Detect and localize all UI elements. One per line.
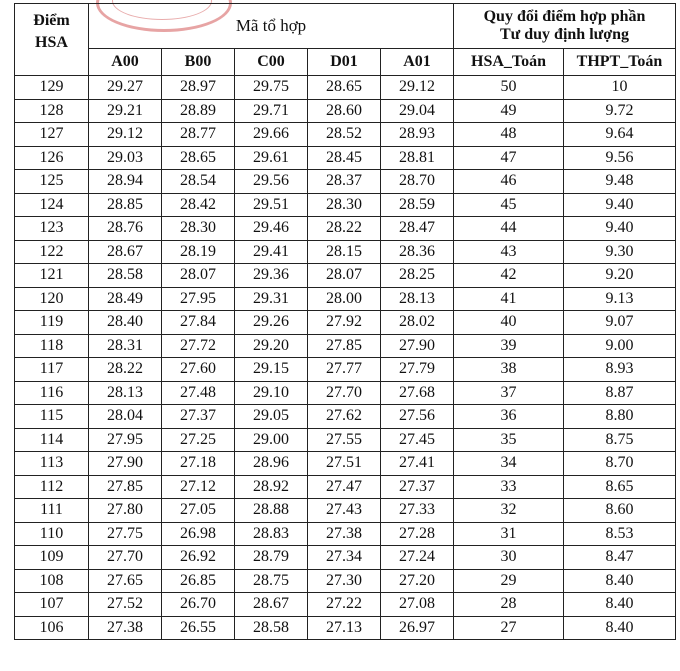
cell-d01: 27.51 [308, 452, 381, 476]
table-row [15, 546, 676, 570]
cell-diem-hsa: 125 [15, 170, 89, 194]
cell-d01: 28.52 [308, 123, 381, 147]
cell-a01: 27.90 [381, 334, 454, 358]
cell-a01: 28.81 [381, 146, 454, 170]
cell-b00: 26.98 [162, 522, 235, 546]
cell-c00: 28.58 [235, 616, 308, 640]
cell-d01: 28.45 [308, 146, 381, 170]
cell-thpt-toan: 8.65 [564, 475, 676, 499]
cell-thpt-toan: 8.40 [564, 593, 676, 617]
cell-c00: 28.67 [235, 593, 308, 617]
cell-b00: 27.25 [162, 428, 235, 452]
cell-hsa-toan: 46 [454, 170, 564, 194]
header-thpt-toan: THPT_Toán [564, 49, 676, 76]
cell-c00: 29.75 [235, 76, 308, 100]
header-ma-to-hop: Mã tổ hợp [89, 4, 454, 49]
cell-c00: 28.96 [235, 452, 308, 476]
cell-thpt-toan: 9.64 [564, 123, 676, 147]
cell-a01: 27.79 [381, 358, 454, 382]
cell-hsa-toan: 29 [454, 569, 564, 593]
cell-a00: 28.13 [89, 381, 162, 405]
cell-d01: 28.37 [308, 170, 381, 194]
cell-d01: 28.65 [308, 76, 381, 100]
cell-a00: 29.12 [89, 123, 162, 147]
cell-c00: 29.56 [235, 170, 308, 194]
table-row [15, 193, 676, 217]
table-row [15, 240, 676, 264]
cell-a00: 28.58 [89, 264, 162, 288]
table-row [15, 593, 676, 617]
header-quy-doi [454, 4, 676, 49]
cell-hsa-toan: 42 [454, 264, 564, 288]
header-diem-hsa-label: Điểm HSA [33, 12, 70, 51]
cell-a01: 27.28 [381, 522, 454, 546]
cell-a00: 29.21 [89, 99, 162, 123]
cell-a01: 28.13 [381, 287, 454, 311]
table-row [15, 170, 676, 194]
cell-hsa-toan: 34 [454, 452, 564, 476]
cell-a00: 28.76 [89, 217, 162, 241]
cell-b00: 26.55 [162, 616, 235, 640]
cell-c00: 28.79 [235, 546, 308, 570]
cell-diem-hsa: 118 [15, 334, 89, 358]
cell-a01: 27.33 [381, 499, 454, 523]
cell-b00: 27.84 [162, 311, 235, 335]
cell-b00: 27.12 [162, 475, 235, 499]
cell-diem-hsa: 116 [15, 381, 89, 405]
cell-d01: 27.34 [308, 546, 381, 570]
cell-diem-hsa: 110 [15, 522, 89, 546]
header-diem-hsa [15, 4, 89, 76]
cell-hsa-toan: 49 [454, 99, 564, 123]
cell-thpt-toan: 10 [564, 76, 676, 100]
cell-a00: 27.80 [89, 499, 162, 523]
cell-c00: 29.15 [235, 358, 308, 382]
cell-d01: 27.30 [308, 569, 381, 593]
table-row [15, 264, 676, 288]
cell-diem-hsa: 113 [15, 452, 89, 476]
cell-b00: 27.48 [162, 381, 235, 405]
cell-thpt-toan: 8.70 [564, 452, 676, 476]
cell-thpt-toan: 8.53 [564, 522, 676, 546]
cell-d01: 27.47 [308, 475, 381, 499]
cell-a00: 27.75 [89, 522, 162, 546]
cell-c00: 29.61 [235, 146, 308, 170]
cell-a01: 29.12 [381, 76, 454, 100]
cell-hsa-toan: 27 [454, 616, 564, 640]
cell-a00: 27.70 [89, 546, 162, 570]
cell-a00: 27.65 [89, 569, 162, 593]
cell-c00: 29.10 [235, 381, 308, 405]
cell-hsa-toan: 36 [454, 405, 564, 429]
cell-thpt-toan: 8.40 [564, 569, 676, 593]
cell-thpt-toan: 8.75 [564, 428, 676, 452]
header-combo-a00: A00 [89, 49, 162, 76]
cell-a00: 28.04 [89, 405, 162, 429]
cell-b00: 28.54 [162, 170, 235, 194]
header-combo-a01: A01 [381, 49, 454, 76]
table-row [15, 452, 676, 476]
cell-c00: 29.46 [235, 217, 308, 241]
cell-a00: 27.52 [89, 593, 162, 617]
cell-diem-hsa: 115 [15, 405, 89, 429]
cell-diem-hsa: 127 [15, 123, 89, 147]
cell-d01: 28.15 [308, 240, 381, 264]
cell-c00: 29.05 [235, 405, 308, 429]
cell-diem-hsa: 128 [15, 99, 89, 123]
table-row [15, 569, 676, 593]
cell-thpt-toan: 9.00 [564, 334, 676, 358]
cell-hsa-toan: 32 [454, 499, 564, 523]
cell-c00: 29.71 [235, 99, 308, 123]
cell-thpt-toan: 8.80 [564, 405, 676, 429]
cell-diem-hsa: 129 [15, 76, 89, 100]
cell-c00: 29.20 [235, 334, 308, 358]
cell-a01: 27.45 [381, 428, 454, 452]
cell-a01: 26.97 [381, 616, 454, 640]
cell-a01: 28.70 [381, 170, 454, 194]
cell-hsa-toan: 28 [454, 593, 564, 617]
cell-a00: 28.31 [89, 334, 162, 358]
cell-a01: 27.37 [381, 475, 454, 499]
cell-thpt-toan: 9.56 [564, 146, 676, 170]
cell-c00: 28.88 [235, 499, 308, 523]
cell-diem-hsa: 121 [15, 264, 89, 288]
cell-a01: 28.36 [381, 240, 454, 264]
cell-thpt-toan: 8.47 [564, 546, 676, 570]
cell-a01: 29.04 [381, 99, 454, 123]
cell-d01: 28.07 [308, 264, 381, 288]
cell-d01: 27.70 [308, 381, 381, 405]
table-row [15, 334, 676, 358]
cell-d01: 27.92 [308, 311, 381, 335]
cell-c00: 28.92 [235, 475, 308, 499]
cell-a01: 28.47 [381, 217, 454, 241]
table-body [15, 76, 676, 640]
cell-b00: 27.37 [162, 405, 235, 429]
table-row [15, 381, 676, 405]
table-row [15, 76, 676, 100]
cell-diem-hsa: 122 [15, 240, 89, 264]
cell-thpt-toan: 8.87 [564, 381, 676, 405]
header-combo-d01: D01 [308, 49, 381, 76]
cell-a00: 27.38 [89, 616, 162, 640]
cell-a00: 28.67 [89, 240, 162, 264]
cell-diem-hsa: 107 [15, 593, 89, 617]
table-row [15, 522, 676, 546]
cell-b00: 28.77 [162, 123, 235, 147]
cell-b00: 26.70 [162, 593, 235, 617]
cell-d01: 27.13 [308, 616, 381, 640]
table-row [15, 287, 676, 311]
table-row [15, 311, 676, 335]
table-row [15, 616, 676, 640]
cell-thpt-toan: 9.40 [564, 217, 676, 241]
cell-thpt-toan: 8.60 [564, 499, 676, 523]
cell-hsa-toan: 41 [454, 287, 564, 311]
header-hsa-toan: HSA_Toán [454, 49, 564, 76]
cell-b00: 27.18 [162, 452, 235, 476]
cell-thpt-toan: 9.72 [564, 99, 676, 123]
cell-thpt-toan: 9.13 [564, 287, 676, 311]
cell-a01: 27.68 [381, 381, 454, 405]
cell-c00: 29.00 [235, 428, 308, 452]
cell-d01: 28.60 [308, 99, 381, 123]
table-row [15, 405, 676, 429]
cell-a00: 28.49 [89, 287, 162, 311]
table-row [15, 358, 676, 382]
cell-a00: 29.03 [89, 146, 162, 170]
table-row [15, 217, 676, 241]
cell-hsa-toan: 50 [454, 76, 564, 100]
table-row [15, 123, 676, 147]
cell-diem-hsa: 111 [15, 499, 89, 523]
cell-diem-hsa: 114 [15, 428, 89, 452]
cell-thpt-toan: 9.40 [564, 193, 676, 217]
cell-b00: 27.95 [162, 287, 235, 311]
cell-b00: 27.60 [162, 358, 235, 382]
table-row [15, 475, 676, 499]
cell-a01: 28.93 [381, 123, 454, 147]
cell-diem-hsa: 112 [15, 475, 89, 499]
cell-a00: 28.94 [89, 170, 162, 194]
cell-b00: 28.42 [162, 193, 235, 217]
cell-c00: 29.31 [235, 287, 308, 311]
cell-c00: 28.75 [235, 569, 308, 593]
cell-diem-hsa: 124 [15, 193, 89, 217]
cell-a01: 27.41 [381, 452, 454, 476]
cell-a00: 27.95 [89, 428, 162, 452]
cell-diem-hsa: 106 [15, 616, 89, 640]
cell-c00: 29.51 [235, 193, 308, 217]
cell-hsa-toan: 30 [454, 546, 564, 570]
cell-c00: 28.83 [235, 522, 308, 546]
cell-d01: 27.22 [308, 593, 381, 617]
cell-d01: 28.00 [308, 287, 381, 311]
cell-a00: 27.85 [89, 475, 162, 499]
cell-d01: 27.62 [308, 405, 381, 429]
cell-d01: 27.77 [308, 358, 381, 382]
cell-c00: 29.41 [235, 240, 308, 264]
cell-b00: 28.65 [162, 146, 235, 170]
cell-d01: 28.22 [308, 217, 381, 241]
cell-thpt-toan: 9.20 [564, 264, 676, 288]
cell-hsa-toan: 40 [454, 311, 564, 335]
table-row [15, 146, 676, 170]
header-combo-b00: B00 [162, 49, 235, 76]
cell-b00: 27.72 [162, 334, 235, 358]
cell-hsa-toan: 48 [454, 123, 564, 147]
cell-hsa-toan: 43 [454, 240, 564, 264]
cell-d01: 27.43 [308, 499, 381, 523]
cell-b00: 28.07 [162, 264, 235, 288]
header-quy-doi-line1: Quy đổi điểm hợp phần [483, 8, 646, 25]
header-quy-doi-line2: Tư duy định lượng [499, 26, 629, 43]
cell-diem-hsa: 108 [15, 569, 89, 593]
cell-a01: 27.56 [381, 405, 454, 429]
cell-diem-hsa: 119 [15, 311, 89, 335]
cell-a01: 27.24 [381, 546, 454, 570]
cell-thpt-toan: 9.30 [564, 240, 676, 264]
cell-a00: 27.90 [89, 452, 162, 476]
cell-diem-hsa: 109 [15, 546, 89, 570]
cell-a01: 28.59 [381, 193, 454, 217]
cell-hsa-toan: 33 [454, 475, 564, 499]
cell-thpt-toan: 8.93 [564, 358, 676, 382]
cell-a00: 28.22 [89, 358, 162, 382]
cell-b00: 28.97 [162, 76, 235, 100]
score-conversion-table [14, 3, 676, 640]
cell-thpt-toan: 9.07 [564, 311, 676, 335]
cell-a01: 28.25 [381, 264, 454, 288]
cell-hsa-toan: 35 [454, 428, 564, 452]
cell-b00: 28.30 [162, 217, 235, 241]
cell-a00: 29.27 [89, 76, 162, 100]
cell-c00: 29.66 [235, 123, 308, 147]
cell-b00: 26.92 [162, 546, 235, 570]
cell-hsa-toan: 44 [454, 217, 564, 241]
cell-diem-hsa: 117 [15, 358, 89, 382]
header-combo-c00: C00 [235, 49, 308, 76]
cell-a01: 27.08 [381, 593, 454, 617]
cell-d01: 27.55 [308, 428, 381, 452]
cell-b00: 28.89 [162, 99, 235, 123]
cell-hsa-toan: 39 [454, 334, 564, 358]
cell-hsa-toan: 38 [454, 358, 564, 382]
cell-b00: 27.05 [162, 499, 235, 523]
cell-hsa-toan: 47 [454, 146, 564, 170]
cell-a01: 28.02 [381, 311, 454, 335]
cell-d01: 28.30 [308, 193, 381, 217]
cell-hsa-toan: 31 [454, 522, 564, 546]
cell-d01: 27.85 [308, 334, 381, 358]
table-row [15, 428, 676, 452]
cell-thpt-toan: 8.40 [564, 616, 676, 640]
cell-b00: 28.19 [162, 240, 235, 264]
cell-a01: 27.20 [381, 569, 454, 593]
cell-diem-hsa: 120 [15, 287, 89, 311]
cell-hsa-toan: 37 [454, 381, 564, 405]
cell-hsa-toan: 45 [454, 193, 564, 217]
cell-thpt-toan: 9.48 [564, 170, 676, 194]
table-row [15, 99, 676, 123]
cell-a00: 28.85 [89, 193, 162, 217]
cell-b00: 26.85 [162, 569, 235, 593]
table-row [15, 499, 676, 523]
cell-c00: 29.36 [235, 264, 308, 288]
cell-d01: 27.38 [308, 522, 381, 546]
cell-diem-hsa: 126 [15, 146, 89, 170]
cell-c00: 29.26 [235, 311, 308, 335]
cell-diem-hsa: 123 [15, 217, 89, 241]
cell-a00: 28.40 [89, 311, 162, 335]
